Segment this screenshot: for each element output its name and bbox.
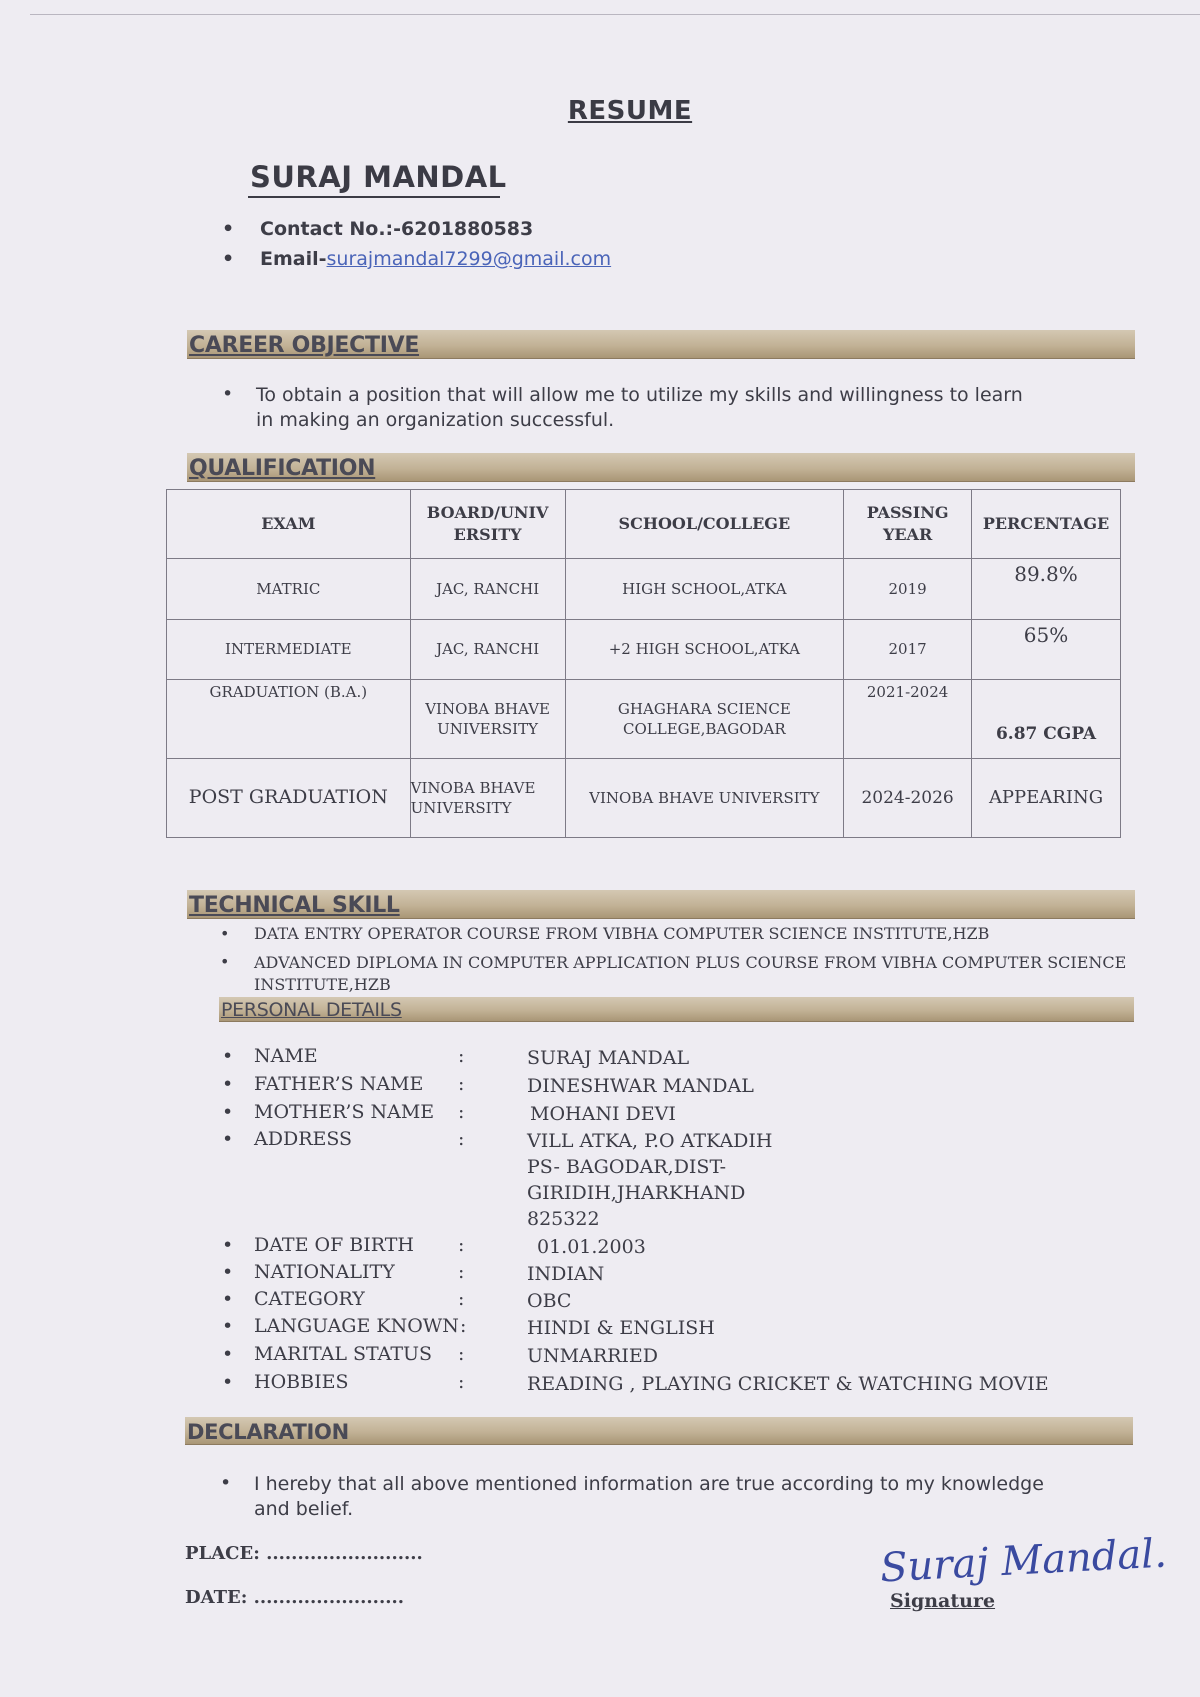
colon: : (458, 1343, 465, 1365)
personal-row-name (222, 1045, 1122, 1071)
cell-school: GHAGHARA SCIENCE COLLEGE,BAGODAR (565, 680, 844, 759)
field-label: DATE OF BIRTH (254, 1234, 414, 1256)
bullet: • (222, 1234, 234, 1256)
colon: : (458, 1101, 465, 1123)
field-value: UNMARRIED (527, 1345, 659, 1367)
cell-board: JAC, RANCHI (410, 559, 565, 620)
colon: : (458, 1371, 465, 1393)
section-title: TECHNICAL SKILL (189, 893, 400, 918)
bullet: • (220, 924, 230, 943)
field-value: DINESHWAR MANDAL (527, 1075, 754, 1097)
cell-percentage: APPEARING (972, 759, 1121, 838)
field-value: HINDI & ENGLISH (527, 1317, 715, 1339)
cell-exam: MATRIC (167, 559, 411, 620)
colon: : (458, 1045, 465, 1067)
field-label: MARITAL STATUS (254, 1343, 433, 1365)
bullet: • (222, 1128, 234, 1150)
personal-row-father (222, 1073, 1122, 1099)
cell-exam: INTERMEDIATE (167, 620, 411, 680)
field-value: MOHANI DEVI (530, 1103, 676, 1125)
bullet: • (220, 1472, 232, 1494)
colon: : (458, 1234, 465, 1256)
cell-percentage: 6.87 CGPA (972, 680, 1121, 759)
cell-school: +2 HIGH SCHOOL,ATKA (565, 620, 844, 680)
cell-year: 2021-2024 (844, 680, 972, 759)
cell-board: JAC, RANCHI (410, 620, 565, 680)
colon: : (458, 1288, 465, 1310)
declaration-text (254, 1472, 1044, 1522)
place-field: PLACE: ......................... (185, 1543, 423, 1564)
personal-row-marital (222, 1343, 1122, 1369)
bullet: • (220, 952, 230, 971)
col-header-exam: EXAM (167, 490, 411, 559)
field-label: HOBBIES (254, 1371, 349, 1393)
field-label: FATHER’S NAME (254, 1073, 424, 1095)
table-row (167, 620, 1121, 680)
field-value: OBC (527, 1290, 572, 1312)
email-label: Email- (260, 248, 327, 270)
qualification-table (166, 489, 1121, 838)
personal-row-nationality (222, 1261, 1122, 1287)
declaration-line-2: and belief. (254, 1498, 354, 1520)
section-career-objective (187, 330, 1135, 359)
colon: : (458, 1128, 465, 1150)
col-header-year: PASSING YEAR (844, 490, 972, 559)
bullet: • (222, 1045, 234, 1067)
bullet: • (222, 1073, 234, 1095)
bullet: • (222, 1101, 234, 1123)
cell-school: HIGH SCHOOL,ATKA (565, 559, 844, 620)
skill-line-1: ADVANCED DIPLOMA IN COMPUTER APPLICATION PLUS COURSE FROM VIBHA COMPUTER SCIENCE (254, 953, 1127, 972)
field-label: LANGUAGE KNOWN (254, 1315, 459, 1337)
section-title: QUALIFICATION (189, 456, 376, 481)
handwritten-signature: Suraj Mandal. (878, 1530, 1168, 1592)
name-underline (248, 196, 500, 198)
field-label: ADDRESS (254, 1128, 353, 1150)
col-header-percentage: PERCENTAGE (972, 490, 1121, 559)
table-row (167, 680, 1121, 759)
declaration-line-1: I hereby that all above mentioned information are true according to my knowledge (254, 1473, 1044, 1495)
table-header-row (167, 490, 1121, 559)
colon: : (460, 1315, 467, 1337)
cell-board: VINOBA BHAVE UNIVERSITY (410, 759, 565, 838)
page-title: RESUME (567, 96, 693, 126)
colon: : (458, 1073, 465, 1095)
top-edge-line (30, 14, 1200, 15)
cell-year: 2024-2026 (844, 759, 972, 838)
personal-row-mother (222, 1101, 1122, 1127)
bullet: • (222, 1288, 234, 1310)
phone-text: Contact No.:-6201880583 (260, 218, 534, 240)
section-technical-skill (187, 890, 1135, 919)
field-value: INDIAN (527, 1263, 605, 1285)
field-label: NATIONALITY (254, 1261, 395, 1283)
email-row (260, 248, 611, 270)
section-title: PERSONAL DETAILS (221, 999, 402, 1021)
section-personal-details (219, 997, 1134, 1022)
field-label: NAME (254, 1045, 318, 1067)
career-line-1: To obtain a position that will allow me to utilize my skills and willingness to learn (256, 384, 1023, 406)
personal-row-category (222, 1288, 1122, 1314)
candidate-name: SURAJ MANDAL (250, 160, 507, 194)
career-objective-text (256, 383, 1023, 433)
cell-percentage: 65% (972, 620, 1121, 680)
col-header-school: SCHOOL/COLLEGE (565, 490, 844, 559)
section-title: CAREER OBJECTIVE (189, 333, 420, 358)
personal-row-dob (222, 1234, 1122, 1260)
cell-year: 2019 (844, 559, 972, 620)
section-title: DECLARATION (187, 1420, 349, 1444)
cell-percentage: 89.8% (972, 559, 1121, 620)
signature-caption: Signature (890, 1590, 996, 1612)
field-value: READING , PLAYING CRICKET & WATCHING MOVIE (527, 1373, 1049, 1395)
table-row (167, 559, 1121, 620)
cell-school: VINOBA BHAVE UNIVERSITY (565, 759, 844, 838)
cell-exam: POST GRADUATION (167, 759, 411, 838)
bullet: • (222, 383, 234, 405)
bullet: • (222, 248, 235, 270)
skill-text: DATA ENTRY OPERATOR COURSE FROM VIBHA COMPUTER SCIENCE INSTITUTE,HZB (254, 924, 990, 943)
skill-text (254, 952, 1126, 996)
field-label: MOTHER’S NAME (254, 1101, 435, 1123)
table-row (167, 759, 1121, 838)
bullet: • (222, 1371, 234, 1393)
field-value: VILL ATKA, P.O ATKADIH PS- BAGODAR,DIST- GIRIDIH,JHARKHAND 825322 (527, 1130, 773, 1230)
email-link[interactable]: surajmandal7299@gmail.com (326, 248, 612, 270)
cell-board: VINOBA BHAVE UNIVERSITY (410, 680, 565, 759)
career-line-2: in making an organization successful. (256, 409, 615, 431)
bullet: • (222, 1315, 234, 1337)
field-label: CATEGORY (254, 1288, 365, 1310)
bullet: • (222, 1261, 234, 1283)
bullet: • (222, 1343, 234, 1365)
field-value: 01.01.2003 (537, 1236, 646, 1258)
field-value: SURAJ MANDAL (527, 1047, 690, 1069)
cell-exam: GRADUATION (B.A.) (167, 680, 411, 759)
bullet: • (222, 218, 235, 240)
skill-line-2: INSTITUTE,HZB (254, 975, 391, 994)
personal-row-language (222, 1315, 1122, 1341)
date-field: DATE: ........................ (185, 1587, 405, 1608)
cell-year: 2017 (844, 620, 972, 680)
section-declaration (185, 1417, 1133, 1445)
personal-row-address (222, 1128, 1122, 1234)
personal-row-hobbies (222, 1371, 1122, 1397)
section-qualification (187, 453, 1135, 482)
col-header-board: BOARD/UNIV ERSITY (410, 490, 565, 559)
colon: : (458, 1261, 465, 1283)
